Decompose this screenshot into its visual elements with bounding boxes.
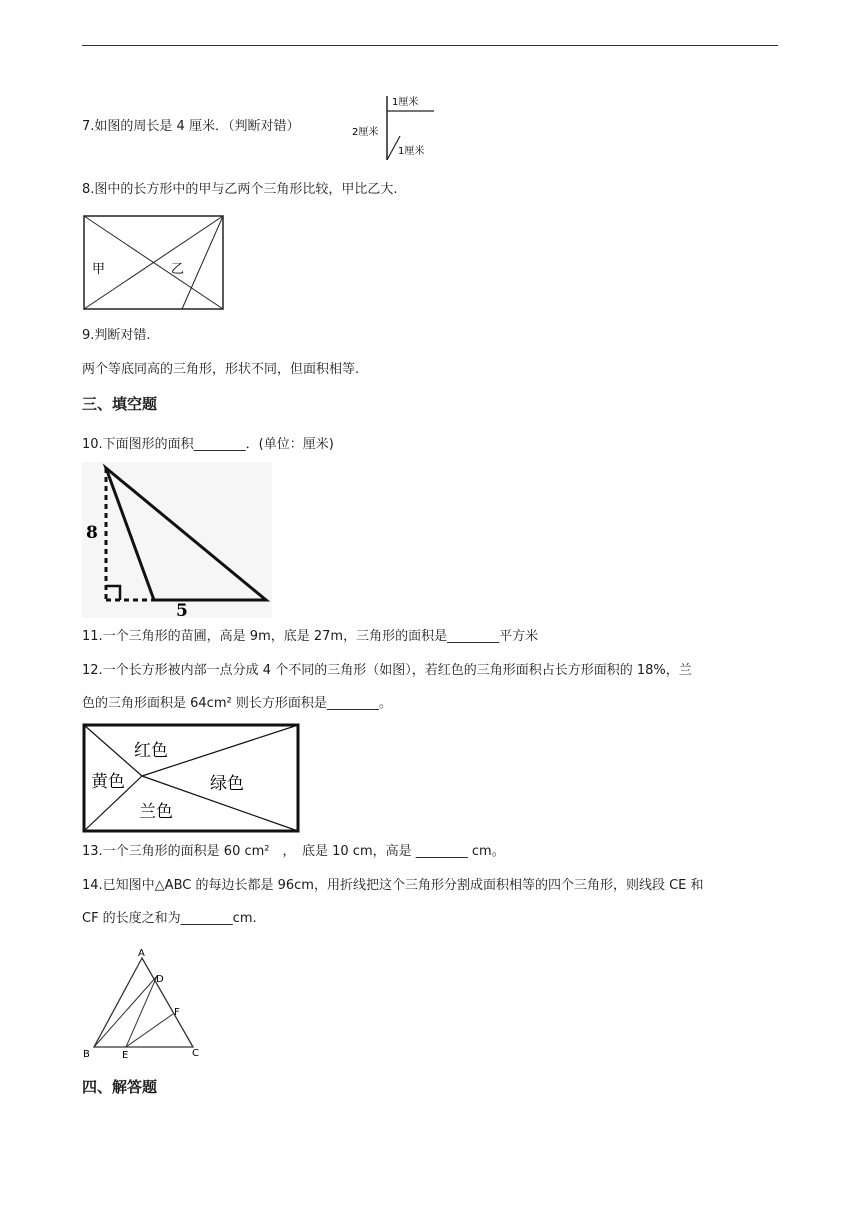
question-9-line1: 9.判断对错. [82,328,151,343]
section-heading-answer: 四、解答题 [82,1078,158,1096]
q10-label-base: 5 [176,601,188,618]
question-8-figure [83,215,226,312]
section-heading-fill-blank: 三、填空题 [82,395,158,413]
question-12-line2: 色的三角形面积是 64cm² 则长方形面积是________。 [82,696,392,711]
header-rule [82,45,778,46]
question-11-text: 11.一个三角形的苗圃，高是 9m，底是 27m，三角形的面积是________平方米 [82,629,539,644]
q7-label-left: 2厘米 [352,127,379,138]
q14-label-A: A [138,948,145,959]
q14-label-B: B [83,1049,90,1060]
q12-label-red: 红色 [134,741,168,761]
question-7-text: 7.如图的周长是 4 厘米．（判断对错） [82,119,300,134]
q12-label-yellow: 黄色 [91,772,125,792]
q7-label-bottom: 1厘米 [398,146,425,157]
q8-label-jia: 甲 [92,262,106,277]
question-14-line2: CF 的长度之和为________cm. [82,911,257,926]
q8-label-yi: 乙 [171,262,185,277]
q12-label-green: 绿色 [210,774,244,794]
question-9-line2: 两个等底同高的三角形，形状不同，但面积相等. [82,362,360,377]
question-12-figure [82,723,300,833]
q12-label-blue: 兰色 [139,802,173,822]
question-14-line1: 14.已知图中△ABC 的每边长都是 96cm，用折线把这个三角形分割成面积相等的四个三角形，则线段 CE 和 [82,878,704,893]
question-14-figure [80,945,210,1063]
question-8-text: 8.图中的长方形中的甲与乙两个三角形比较，甲比乙大. [82,182,398,197]
q7-label-top: 1厘米 [392,97,419,108]
question-7-figure [348,92,444,164]
question-10-figure [82,462,272,618]
question-12-line1: 12.一个长方形被内部一点分成 4 个不同的三角形（如图），若红色的三角形面积占长方形面积的 18%，兰 [82,663,692,678]
q14-label-D: D [156,974,164,985]
q14-label-F: F [174,1007,180,1018]
q14-label-C: C [192,1048,199,1059]
q14-label-E: E [122,1050,129,1061]
q10-label-height: 8 [86,523,98,543]
question-13-text: 13.一个三角形的面积是 60 cm² ， 底是 10 cm，高是 ________ cm。 [82,844,505,859]
question-10-text: 10.下面图形的面积________．(单位：厘米) [82,437,334,452]
